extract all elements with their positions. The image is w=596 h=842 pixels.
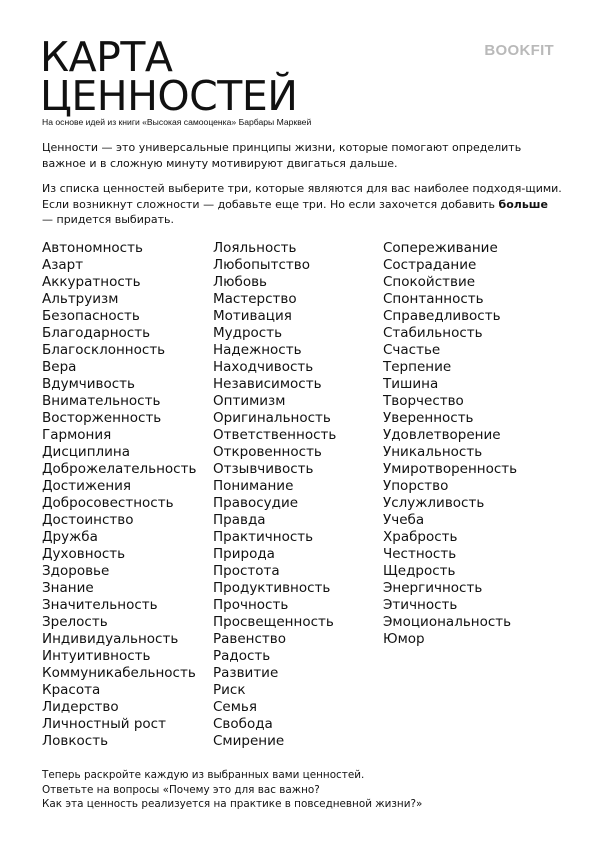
value-item: Упорство (383, 478, 449, 494)
value-item: Аккуратность (42, 274, 141, 290)
values-column-1 (42, 240, 196, 750)
value-item: Эмоциональность (383, 614, 512, 630)
value-item: Дисциплина (42, 444, 131, 460)
value-item: Семья (213, 699, 257, 715)
title-line-2: ЦЕННОСТЕЙ (40, 72, 298, 120)
value-item: Смирение (213, 733, 285, 749)
intro-paragraph-1: Ценности — это универсальные принципы жизни, которые помогают определить важное и в сложную минуту мотивируют двигаться дальше. (42, 141, 522, 170)
value-item: Коммуникабельность (42, 665, 196, 681)
value-item: Отзывчивость (213, 461, 314, 477)
value-item: Учеба (383, 512, 425, 528)
value-item: Творчество (383, 393, 464, 409)
brand-logo: BOOKFIT (484, 42, 554, 59)
value-item: Автономность (42, 240, 143, 256)
value-item: Мудрость (213, 325, 283, 341)
value-item: Значительность (42, 597, 158, 613)
value-item: Азарт (42, 257, 84, 273)
values-column-3 (383, 240, 517, 648)
value-item: Добросовестность (42, 495, 174, 511)
value-item: Щедрость (383, 563, 456, 579)
value-item: Развитие (213, 665, 279, 681)
value-item: Спокойствие (383, 274, 476, 290)
value-item: Благодарность (42, 325, 151, 341)
intro-paragraph-2-bold: больше (498, 197, 548, 211)
value-item: Практичность (213, 529, 314, 545)
value-item: Терпение (383, 359, 452, 375)
value-item: Индивидуальность (42, 631, 179, 647)
value-item: Мотивация (213, 308, 292, 324)
value-item: Риск (213, 682, 246, 698)
footer-instructions (42, 768, 562, 812)
value-item: Стабильность (383, 325, 483, 341)
value-item: Правда (213, 512, 266, 528)
value-item: Уникальность (383, 444, 483, 460)
value-item: Понимание (213, 478, 294, 494)
value-item: Тишина (383, 376, 439, 392)
footer-line-2: Ответьте на вопросы «Почему это для вас важно? (42, 783, 320, 796)
value-item: Энергичность (383, 580, 483, 596)
value-item: Природа (213, 546, 275, 562)
title-line-1: КАРТА (40, 33, 173, 81)
value-item: Лояльность (213, 240, 297, 256)
value-item: Лидерство (42, 699, 119, 715)
value-item: Здоровье (42, 563, 110, 579)
value-item: Свобода (213, 716, 273, 732)
value-item: Справедливость (383, 308, 501, 324)
value-item: Достижения (42, 478, 132, 494)
value-item: Ловкость (42, 733, 109, 749)
value-item: Гармония (42, 427, 112, 443)
value-item: Внимательность (42, 393, 161, 409)
value-item: Умиротворенность (383, 461, 518, 477)
value-item: Удовлетворение (383, 427, 501, 443)
value-item: Знание (42, 580, 94, 596)
value-item: Сострадание (383, 257, 477, 273)
value-item: Духовность (42, 546, 126, 562)
value-item: Откровенность (213, 444, 322, 460)
intro-paragraph-2-main: Из списка ценностей выберите три, которые являются для вас наиболее подходя-щими. Если возникнут сложности — добавьте еще три. Но если захочется добавить (42, 182, 562, 211)
value-item: Равенство (213, 631, 287, 647)
value-item: Красота (42, 682, 101, 698)
value-item: Личностный рост (42, 716, 166, 732)
source-note: На основе идей из книги «Высокая самооценка» Барбары Марквей (42, 117, 312, 127)
values-column-2 (213, 240, 336, 750)
value-item: Достоинство (42, 512, 134, 528)
value-item: Простота (213, 563, 280, 579)
value-item: Сопереживание (383, 240, 498, 256)
value-item: Доброжелательность (42, 461, 197, 477)
value-item: Зрелость (42, 614, 108, 630)
value-item: Безопасность (42, 308, 140, 324)
value-item: Услужливость (383, 495, 485, 511)
value-item: Радость (213, 648, 271, 664)
value-item: Оптимизм (213, 393, 286, 409)
value-item: Храбрость (383, 529, 458, 545)
intro-paragraph-2 (42, 181, 562, 228)
value-item: Мастерство (213, 291, 297, 307)
value-item: Интуитивность (42, 648, 151, 664)
value-item: Спонтанность (383, 291, 484, 307)
value-item: Просвещенность (213, 614, 334, 630)
value-item: Находчивость (213, 359, 314, 375)
value-item: Любовь (213, 274, 268, 290)
value-item: Благосклонность (42, 342, 166, 358)
value-item: Юмор (383, 631, 425, 647)
value-item: Этичность (383, 597, 458, 613)
intro-paragraph-2-end: — придется выбирать. (42, 213, 174, 226)
value-item: Ответственность (213, 427, 337, 443)
value-item: Уверенность (383, 410, 474, 426)
value-item: Независимость (213, 376, 322, 392)
value-item: Честность (383, 546, 457, 562)
value-item: Продуктивность (213, 580, 331, 596)
value-item: Восторженность (42, 410, 162, 426)
value-item: Любопытство (213, 257, 310, 273)
value-item: Прочность (213, 597, 289, 613)
value-item: Вера (42, 359, 77, 375)
value-item: Правосудие (213, 495, 299, 511)
value-item: Вдумчивость (42, 376, 135, 392)
value-item: Оригинальность (213, 410, 331, 426)
footer-line-1: Теперь раскройте каждую из выбранных вами ценностей. (42, 769, 365, 781)
value-item: Счастье (383, 342, 441, 358)
footer-line-3: Как эта ценность реализуется на практике в повседневной жизни?» (42, 798, 423, 810)
value-item: Дружба (42, 529, 98, 545)
value-item: Альтруизм (42, 291, 119, 307)
value-item: Надежность (213, 342, 302, 358)
page-title (40, 33, 298, 120)
